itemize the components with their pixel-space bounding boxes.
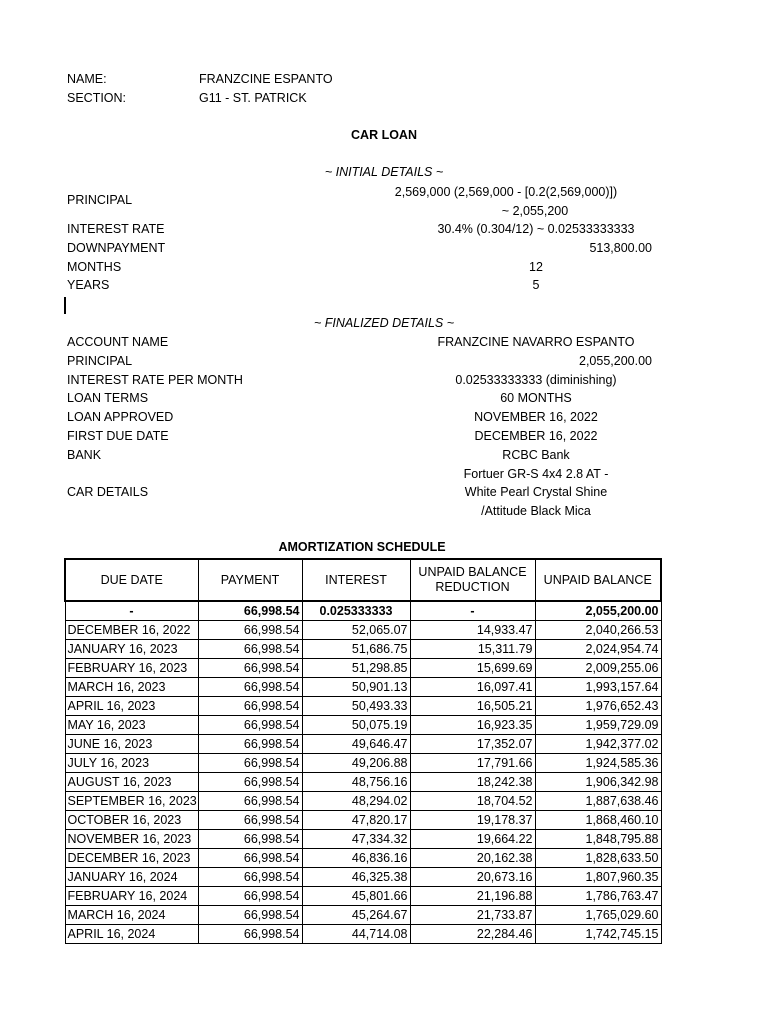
table-cell: 50,493.33 <box>302 697 410 716</box>
table-cell: 18,704.52 <box>410 792 535 811</box>
principal-value: 2,055,200.00 <box>579 354 652 368</box>
table-cell: 1,993,157.64 <box>535 678 661 697</box>
table-row <box>65 678 661 697</box>
table-cell: 50,075.19 <box>302 716 410 735</box>
account-name-value: FRANZCINE NAVARRO ESPANTO <box>437 335 635 349</box>
table-cell: 2,040,266.53 <box>535 621 661 640</box>
section-value: G11 - ST. PATRICK <box>199 91 307 105</box>
table-row <box>65 697 661 716</box>
interest-rate-value: 30.4% (0.304/12) ~ 0.02533333333 <box>437 222 635 236</box>
table-row <box>65 906 661 925</box>
table-cell: MARCH 16, 2023 <box>65 678 198 697</box>
table-cell: 16,097.41 <box>410 678 535 697</box>
table-cell: JANUARY 16, 2023 <box>65 640 198 659</box>
table-cell: 1,976,652.43 <box>535 697 661 716</box>
table-row <box>65 754 661 773</box>
table-cell: 1,828,633.50 <box>535 849 661 868</box>
loan-terms-label: LOAN TERMS <box>67 391 149 405</box>
amortization-table <box>64 558 662 944</box>
table-cell: 66,998.54 <box>198 773 302 792</box>
table-row <box>65 621 661 640</box>
table-cell: 2,009,255.06 <box>535 659 661 678</box>
table-cell: 49,206.88 <box>302 754 410 773</box>
table-cell: 46,325.38 <box>302 868 410 887</box>
table-cell: 52,065.07 <box>302 621 410 640</box>
table-cell: 48,756.16 <box>302 773 410 792</box>
table-row <box>65 868 661 887</box>
rate-per-month-value: 0.02533333333 (diminishing) <box>455 373 617 387</box>
table-cell: 66,998.54 <box>198 601 302 621</box>
table-cell: 2,024,954.74 <box>535 640 661 659</box>
table-cell: 51,686.75 <box>302 640 410 659</box>
table-cell: 66,998.54 <box>198 735 302 754</box>
table-cell: MARCH 16, 2024 <box>65 906 198 925</box>
table-header-row <box>65 559 661 601</box>
table-cell: 48,294.02 <box>302 792 410 811</box>
table-cell: - <box>65 601 198 621</box>
interest-rate-label: INTEREST RATE <box>67 222 165 236</box>
table-cell: 66,998.54 <box>198 811 302 830</box>
table-cell: JUNE 16, 2023 <box>65 735 198 754</box>
principal-label: PRINCIPAL <box>67 354 133 368</box>
table-cell: AUGUST 16, 2023 <box>65 773 198 792</box>
car-details-label: CAR DETAILS <box>67 485 149 499</box>
header-unpaid-balance: UNPAID BALANCE <box>535 559 661 601</box>
table-row <box>65 792 661 811</box>
table-row <box>65 849 661 868</box>
table-cell: 20,673.16 <box>410 868 535 887</box>
table-cell: 1,868,460.10 <box>535 811 661 830</box>
table-cell: 66,998.54 <box>198 678 302 697</box>
months-label: MONTHS <box>67 260 122 274</box>
car-details-line1: Fortuer GR-S 4x4 2.8 AT - <box>463 467 609 481</box>
table-cell: 14,933.47 <box>410 621 535 640</box>
table-cell: 2,055,200.00 <box>535 601 661 621</box>
table-cell: 1,765,029.60 <box>535 906 661 925</box>
table-cell: 19,664.22 <box>410 830 535 849</box>
downpayment-value: 513,800.00 <box>589 241 652 255</box>
text-cursor <box>64 297 66 314</box>
loan-approved-label: LOAN APPROVED <box>67 410 174 424</box>
table-cell: - <box>410 601 535 621</box>
table-row <box>65 830 661 849</box>
table-cell: 1,848,795.88 <box>535 830 661 849</box>
header-due-date: DUE DATE <box>65 559 198 601</box>
table-cell: JULY 16, 2023 <box>65 754 198 773</box>
table-cell: 19,178.37 <box>410 811 535 830</box>
car-details-line3: /Attitude Black Mica <box>481 504 591 518</box>
name-label: NAME: <box>67 72 107 86</box>
bank-label: BANK <box>67 448 102 462</box>
initial-details-heading: ~ INITIAL DETAILS ~ <box>324 165 444 179</box>
table-cell: 46,836.16 <box>302 849 410 868</box>
table-cell: 66,998.54 <box>198 906 302 925</box>
table-cell: APRIL 16, 2023 <box>65 697 198 716</box>
table-cell: 66,998.54 <box>198 868 302 887</box>
header-unpaid-balance-reduction: UNPAID BALANCE REDUCTION <box>410 559 535 601</box>
table-cell: 66,998.54 <box>198 659 302 678</box>
car-details-line2: White Pearl Crystal Shine <box>464 485 608 499</box>
table-cell: 51,298.85 <box>302 659 410 678</box>
table-cell: 18,242.38 <box>410 773 535 792</box>
table-cell: 1,959,729.09 <box>535 716 661 735</box>
table-cell: 66,998.54 <box>198 697 302 716</box>
table-row <box>65 811 661 830</box>
initial-principal-line2: ~ 2,055,200 <box>501 204 569 218</box>
table-cell: 66,998.54 <box>198 754 302 773</box>
table-cell: 15,311.79 <box>410 640 535 659</box>
finalized-details-heading: ~ FINALIZED DETAILS ~ <box>313 316 455 330</box>
table-cell: 66,998.54 <box>198 925 302 944</box>
bank-value: RCBC Bank <box>502 448 570 462</box>
header-interest: INTEREST <box>302 559 410 601</box>
table-cell: JANUARY 16, 2024 <box>65 868 198 887</box>
table-row <box>65 659 661 678</box>
account-name-label: ACCOUNT NAME <box>67 335 169 349</box>
table-cell: 1,807,960.35 <box>535 868 661 887</box>
table-cell: 45,801.66 <box>302 887 410 906</box>
header-payment: PAYMENT <box>198 559 302 601</box>
table-cell: 45,264.67 <box>302 906 410 925</box>
table-row <box>65 601 661 621</box>
table-cell: 47,334.32 <box>302 830 410 849</box>
table-cell: 1,906,342.98 <box>535 773 661 792</box>
table-cell: 49,646.47 <box>302 735 410 754</box>
table-row <box>65 925 661 944</box>
first-due-date-label: FIRST DUE DATE <box>67 429 169 443</box>
table-cell: NOVEMBER 16, 2023 <box>65 830 198 849</box>
table-cell: 1,942,377.02 <box>535 735 661 754</box>
table-cell: 17,352.07 <box>410 735 535 754</box>
first-due-date-value: DECEMBER 16, 2022 <box>474 429 598 443</box>
loan-approved-value: NOVEMBER 16, 2022 <box>474 410 598 424</box>
years-label: YEARS <box>67 278 110 292</box>
table-cell: 16,505.21 <box>410 697 535 716</box>
table-cell: FEBRUARY 16, 2024 <box>65 887 198 906</box>
rate-per-month-label: INTEREST RATE PER MONTH <box>67 373 243 387</box>
page-title: CAR LOAN <box>351 128 417 142</box>
table-cell: DECEMBER 16, 2023 <box>65 849 198 868</box>
table-cell: 1,786,763.47 <box>535 887 661 906</box>
table-cell: 16,923.35 <box>410 716 535 735</box>
table-cell: 66,998.54 <box>198 640 302 659</box>
downpayment-label: DOWNPAYMENT <box>67 241 166 255</box>
table-cell: 50,901.13 <box>302 678 410 697</box>
table-cell: 44,714.08 <box>302 925 410 944</box>
initial-principal-label: PRINCIPAL <box>67 193 133 207</box>
table-cell: 15,699.69 <box>410 659 535 678</box>
section-label: SECTION: <box>67 91 127 105</box>
table-cell: MAY 16, 2023 <box>65 716 198 735</box>
table-cell: 66,998.54 <box>198 830 302 849</box>
table-cell: 66,998.54 <box>198 792 302 811</box>
table-cell: 66,998.54 <box>198 849 302 868</box>
table-cell: FEBRUARY 16, 2023 <box>65 659 198 678</box>
table-row <box>65 716 661 735</box>
table-cell: OCTOBER 16, 2023 <box>65 811 198 830</box>
months-value: 12 <box>529 260 543 274</box>
table-cell: 1,742,745.15 <box>535 925 661 944</box>
table-cell: 47,820.17 <box>302 811 410 830</box>
table-cell: 66,998.54 <box>198 887 302 906</box>
table-cell: 17,791.66 <box>410 754 535 773</box>
table-row <box>65 887 661 906</box>
name-value: FRANZCINE ESPANTO <box>199 72 333 86</box>
table-cell: 22,284.46 <box>410 925 535 944</box>
table-cell: SEPTEMBER 16, 2023 <box>65 792 198 811</box>
table-cell: DECEMBER 16, 2022 <box>65 621 198 640</box>
table-cell: 20,162.38 <box>410 849 535 868</box>
table-cell: 1,887,638.46 <box>535 792 661 811</box>
table-cell: 66,998.54 <box>198 716 302 735</box>
table-row <box>65 773 661 792</box>
table-cell: 21,733.87 <box>410 906 535 925</box>
loan-terms-value: 60 MONTHS <box>500 391 572 405</box>
initial-principal-line1: 2,569,000 (2,569,000 - [0.2(2,569,000)]) <box>394 185 618 199</box>
table-row <box>65 640 661 659</box>
table-cell: 1,924,585.36 <box>535 754 661 773</box>
table-cell: 0.025333333 <box>302 601 410 621</box>
table-row <box>65 735 661 754</box>
years-value: 5 <box>532 278 540 292</box>
table-cell: 21,196.88 <box>410 887 535 906</box>
table-cell: 66,998.54 <box>198 621 302 640</box>
schedule-title: AMORTIZATION SCHEDULE <box>278 540 446 554</box>
table-cell: APRIL 16, 2024 <box>65 925 198 944</box>
